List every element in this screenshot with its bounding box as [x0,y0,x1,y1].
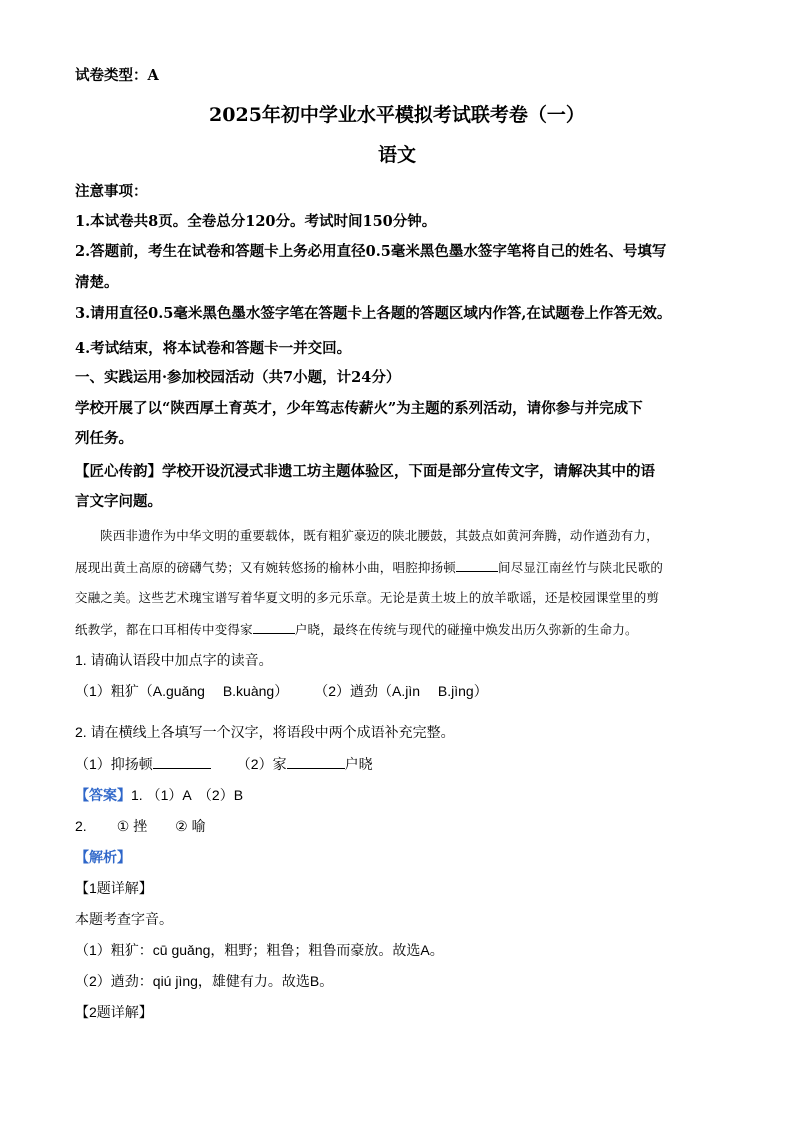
passage-line1: 陕西非遗作为中华文明的重要载体，既有粗犷豪迈的陕北腰鼓，其鼓点如黄河奔腾，动作遒劲有力， [100,528,659,543]
blank-1 [456,557,498,572]
detail-2-heading: 【2题详解】 [75,1004,153,1020]
passage-line2 [75,557,663,578]
section1-intro-line2: 列任务。 [75,430,133,447]
detail-1-item-2: （2）遒劲：qiú jìng，雄健有力。故选B。 [75,973,334,989]
exam-title: 2025年初中学业水平模拟考试联考卷（一） [209,104,585,126]
q2-part-2-tail: 户晓 [344,756,373,772]
answer-line1 [75,785,243,805]
notes-heading: 注意事项： [75,183,148,200]
note-item-2-cont: 清楚。 [75,274,119,291]
question-2: 2. 请在横线上各填写一个汉字，将语段中两个成语补充完整。 [75,724,455,740]
answer-label: 【答案】 [75,787,131,803]
passage-line3: 交融之美。这些艺术瑰宝谱写着华夏文明的多元乐章。无论是黄土坡上的放羊歌谣，还是校园课堂里的剪 [75,590,660,605]
answer-line2 [75,816,206,836]
q1-option-1: （1）粗犷（A.guǎng B.kuàng） [75,683,289,699]
answer-1: 1. （1）A （2）B [131,787,244,803]
q2-part-2: （2）家 [236,756,287,772]
task-line1: 【匠心传韵】学校开设沉浸式非遗工坊主题体验区，下面是部分宣传文字，请解决其中的语 [75,463,655,480]
detail-1-heading: 【1题详解】 [75,880,153,896]
note-item-2: 2.答题前，考生在试卷和答题卡上务必用直径0.5毫米黑色墨水签字笔将自己的姓名、号填写 [75,243,667,260]
passage-line2a: 展现出黄土高原的磅礴气势；又有婉转悠扬的榆林小曲，唱腔抑扬顿 [75,560,457,575]
answer-2-num: 2. [75,818,87,834]
analysis-label: 【解析】 [75,849,131,865]
note-item-3: 3.请用直径0.5毫米黑色墨水签字笔在答题卡上各题的答题区域内作答,在试题卷上作答无效。 [75,305,672,322]
passage-line4b: 户晓，最终在传统与现代的碰撞中焕发出历久弥新的生命力。 [294,622,638,637]
subject-title: 语文 [377,144,416,166]
question-2-parts [75,754,373,774]
detail-1-item-1: （1）粗犷：cū guǎng，粗野；粗鲁；粗鲁而豪放。故选A。 [75,942,444,958]
answer-2-2: ② 喻 [175,818,206,834]
question-1: 1. 请确认语段中加点字的读音。 [75,652,273,668]
paper-type: 试卷类型：A [75,67,159,84]
note-item-4: 4.考试结束，将本试卷和答题卡一并交回。 [75,340,352,357]
section1-intro-line1: 学校开展了以“陕西厚土育英才，少年笃志传薪火”为主题的系列活动，请你参与并完成下 [75,400,643,417]
blank-2 [253,619,295,634]
question-1-options [75,681,488,701]
answer-2-1: ① 挫 [116,818,148,834]
section1-heading: 一、实践运用·参加校园活动（共7小题，计24分） [75,369,401,386]
task-line2: 言文字问题。 [75,493,162,510]
passage-line2b: 间尽显江南丝竹与陕北民歌的 [498,560,664,575]
passage-line4a: 纸教学，都在口耳相传中变得家 [75,622,253,637]
q2-part-1: （1）抑扬顿 [75,756,153,772]
detail-1-intro: 本题考查字音。 [75,911,173,927]
blank-4 [287,754,345,769]
passage-line4 [75,619,638,640]
blank-3 [153,754,211,769]
q1-option-2: （2）遒劲（A.jìn B.jìng） [314,683,488,699]
note-item-1: 1.本试卷共8页。全卷总分120分。考试时间150分钟。 [75,213,437,230]
